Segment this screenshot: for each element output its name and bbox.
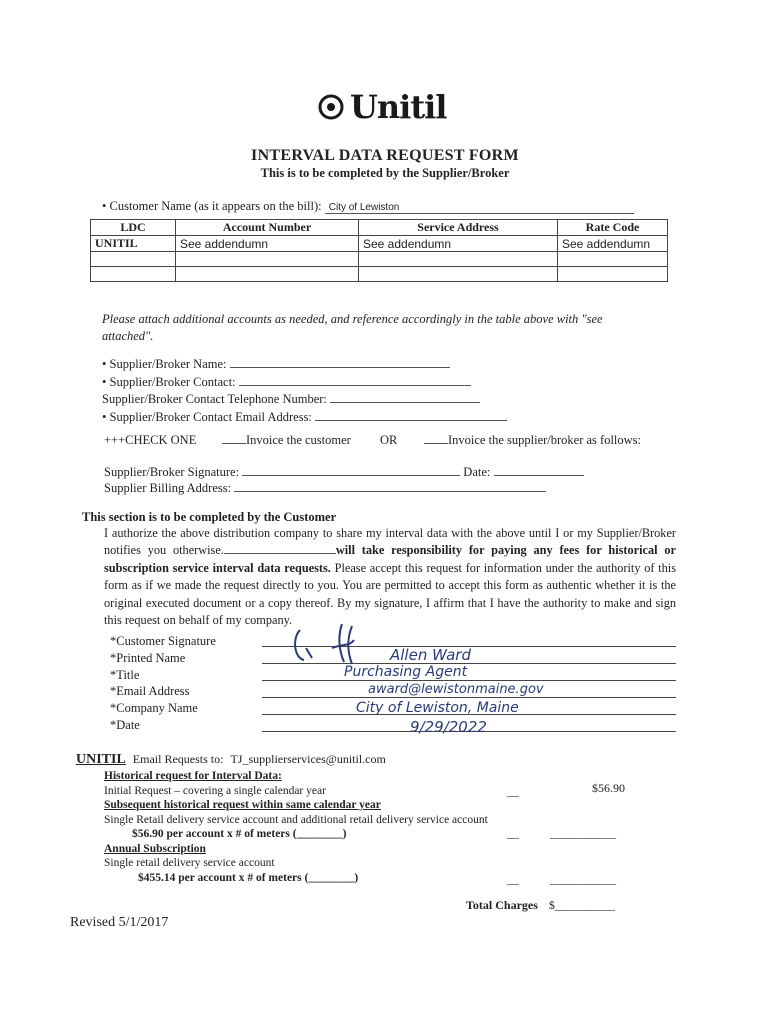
check-one-label: +++CHECK ONE <box>104 433 197 447</box>
annual-price <box>104 871 488 886</box>
supplier-contact-field[interactable] <box>239 385 471 386</box>
supplier-fields <box>102 356 507 426</box>
date-value: 9/29/2022 <box>410 718 487 736</box>
customer-field-labels <box>110 633 216 734</box>
annual-line: Single retail delivery service account <box>104 857 275 869</box>
email-address-line[interactable] <box>262 697 676 698</box>
table-header-row <box>91 220 668 236</box>
billing-address-label: Supplier Billing Address: <box>104 481 232 495</box>
historical-line: Initial Request – covering a single calendar year <box>104 784 326 797</box>
accounts-table <box>90 219 668 282</box>
invoice-customer-option[interactable] <box>222 433 351 448</box>
unitil-email-row <box>76 752 386 768</box>
title-line[interactable] <box>262 680 676 681</box>
authorization-text: I authorize the above distribution company to share my interval data with the above until I or my Supplier/Broker notifies you otherwise. <box>104 526 676 558</box>
email-requests-label: Email Requests to: <box>132 752 224 766</box>
date-label: *Date <box>110 717 140 732</box>
cell-account[interactable]: See addendumn <box>176 236 359 252</box>
col-header-account: Account Number <box>176 220 359 236</box>
company-name-label: *Company Name <box>110 701 198 716</box>
attach-note: Please attach additional accounts as needed, and reference accordingly in the table above with "see attached". <box>102 312 603 343</box>
company-name-value: City of Lewiston, Maine <box>356 700 519 716</box>
customer-signature-scrawl <box>282 618 382 668</box>
pricing-list <box>104 769 488 885</box>
email-value: award@lewistonmaine.gov <box>368 682 544 697</box>
col-header-ldc: LDC <box>91 220 176 236</box>
annual-qty-dash[interactable]: __ <box>507 872 519 886</box>
printed-name-label: *Printed Name <box>110 650 186 665</box>
invoice-customer-label: Invoice the customer <box>246 433 351 447</box>
customer-name-label: • Customer Name (as it appears on the bill): <box>102 199 322 213</box>
subsequent-qty-dash[interactable]: __ <box>507 826 519 840</box>
or-label: OR <box>380 433 398 447</box>
cell-account[interactable] <box>176 267 359 282</box>
cell-rate[interactable]: See addendumn <box>558 236 668 252</box>
supplier-name-field[interactable] <box>230 367 450 368</box>
total-charges-field[interactable]: $__________ <box>548 898 615 912</box>
historical-qty-dash[interactable]: __ <box>507 784 519 798</box>
annual-heading: Annual Subscription <box>104 842 206 855</box>
customer-name-row <box>102 199 634 214</box>
historical-price: $56.90 <box>592 781 625 795</box>
invoice-supplier-label: Invoice the supplier/broker as follows: <box>448 433 642 447</box>
col-header-address: Service Address <box>359 220 558 236</box>
customer-signature-label: *Customer Signature <box>110 634 216 648</box>
col-header-rate: Rate Code <box>558 220 668 236</box>
supplier-email-label: • Supplier/Broker Contact Email Address: <box>102 409 312 424</box>
revised-date: Revised 5/1/2017 <box>70 915 169 930</box>
supplier-name-label: • Supplier/Broker Name: <box>102 357 227 371</box>
subsequent-amount-field[interactable]: ___________ <box>550 826 616 840</box>
subsequent-heading: Subsequent historical request within same calendar year <box>104 799 381 811</box>
supplier-signature-label: Supplier/Broker Signature: <box>104 465 240 479</box>
table-row <box>91 252 668 267</box>
table-row <box>91 236 668 252</box>
cell-rate[interactable] <box>558 267 668 282</box>
responsible-party-field[interactable] <box>224 553 336 554</box>
supplier-phone-label: Supplier/Broker Contact Telephone Number: <box>102 392 327 406</box>
cell-address[interactable] <box>359 267 558 282</box>
supplier-services-email[interactable]: TJ_supplierservices@unitil.com <box>230 752 386 766</box>
brand-name: Unitil <box>350 88 447 126</box>
supplier-phone-field[interactable] <box>330 402 480 403</box>
unitil-swirl-icon <box>318 94 344 120</box>
historical-heading: Historical request for Interval Data: <box>104 770 282 782</box>
cell-account[interactable] <box>176 252 359 267</box>
billing-address-field[interactable] <box>234 491 546 492</box>
supplier-date-label: Date: <box>463 465 491 479</box>
printed-name-value: Allen Ward <box>390 646 471 664</box>
unitil-brand: UNITIL <box>76 752 126 767</box>
title-value: Purchasing Agent <box>344 664 468 680</box>
supplier-email-field[interactable] <box>315 420 507 421</box>
invoice-customer-blank[interactable] <box>222 443 246 444</box>
subsequent-price-text: $56.90 per account x # of meters (________) <box>132 828 347 840</box>
supplier-signature-field[interactable] <box>242 475 460 476</box>
total-charges-label: Total Charges <box>466 898 538 912</box>
subsequent-price <box>104 827 488 842</box>
annual-amount-field[interactable]: ___________ <box>550 872 616 886</box>
cell-rate[interactable] <box>558 252 668 267</box>
form-title: INTERVAL DATA REQUEST FORM <box>251 147 519 164</box>
invoice-supplier-option[interactable] <box>424 433 641 448</box>
authorization-paragraph <box>104 525 676 629</box>
fees-responsibility-text: will take responsibility for paying any fees for historical or subscription service interval data requests. <box>104 543 676 575</box>
unitil-logo <box>318 88 446 126</box>
annual-price-text: $455.14 per account x # of meters (________) <box>138 871 359 884</box>
cell-ldc[interactable] <box>91 252 176 267</box>
supplier-signature-row <box>104 465 584 480</box>
title-label: *Title <box>110 667 140 682</box>
cell-address[interactable]: See addendumn <box>359 236 558 252</box>
cell-ldc[interactable]: UNITIL <box>91 236 176 252</box>
authority-text: Please accept this request for information under the authority of this form as if we made the request directly to you. You are permitted to accept this form as authentic whether it is the original executed document or a copy thereof. By my signature, I affirm that I have the authority to make and sign this request on behalf of my company. <box>104 560 676 628</box>
cell-ldc[interactable] <box>91 267 176 282</box>
customer-name-field[interactable]: City of Lewiston <box>325 202 634 214</box>
table-row <box>91 267 668 282</box>
cell-address[interactable] <box>359 252 558 267</box>
invoice-supplier-blank[interactable] <box>424 443 448 444</box>
form-subtitle: This is to be completed by the Supplier/Broker <box>260 166 510 180</box>
customer-section-heading: This section is to be completed by the Customer <box>82 510 337 524</box>
supplier-date-field[interactable] <box>494 475 584 476</box>
subsequent-line: Single Retail delivery service account and additional retail delivery service account <box>104 813 488 826</box>
total-charges-row <box>466 898 615 913</box>
email-address-label: *Email Address <box>110 684 190 699</box>
billing-address-row <box>104 481 546 496</box>
supplier-contact-label: • Supplier/Broker Contact: <box>102 374 236 389</box>
